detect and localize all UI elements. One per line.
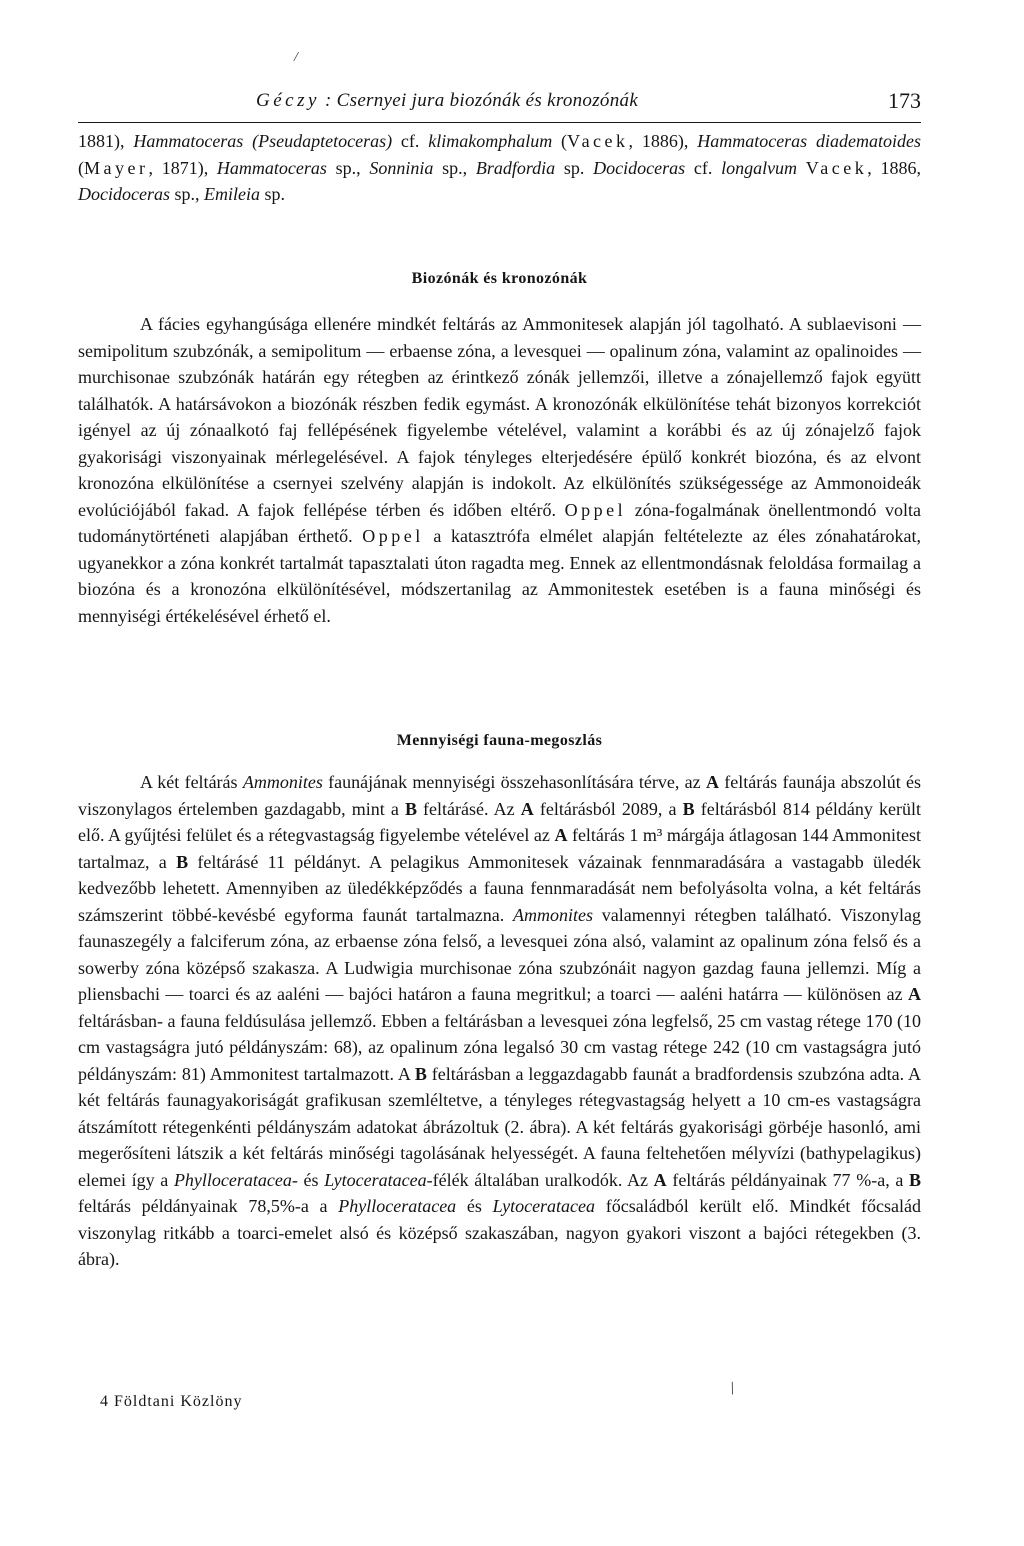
text-run: feltárásból 814 példány került elő. A gyűjtési felület és a rétegvastagság figyelembe vételével az [78, 798, 921, 845]
text-run: és [456, 1196, 493, 1216]
taxon-name: Hammatoceras [216, 157, 327, 178]
text-run: cf. [392, 131, 429, 151]
text-run: faunájának mennyiségi összehasonlítására térve, az [322, 772, 706, 792]
body-paragraph [78, 311, 921, 629]
signature-footer: 4 Földtani Közlöny [100, 1393, 243, 1410]
outcrop-label: A [653, 1169, 667, 1190]
running-header [78, 84, 921, 123]
outcrop-label: A [520, 798, 534, 819]
text-run: A fácies egyhangúsága ellenére mindkét feltárás az Ammonitesek alapján jól tagolható. A sublaevisoni — semipolitum szubzónák, a semipolitum — erbaense zóna, a levesquei — opalinum zóna, valamint az opalinoides — murchisonae szubzónák határán egy rétegben az érintkező zónák jellemzői, illetve a zónajellemző fajok együtt találhatók. A határsávokon a biozónák részben fedik egymást. A kronozónák elkülönítése tehát bizonyos korrekciót igényel az új zónaalkotó faj fellépésének figyelembe vételével, valamint a korábbi és az új zónajelző fajok gyakorisági viszonyainak mérlegelésével. A fajok tényleges elterjedésére épülő konkrét biozóna, és az elvont kronozóna elkülönítése a csernyei szelvény alapján is indokolt. Az elkülönítés szükségessége az Ammonoideák evolúciójából fakad. A fajok fellépése térben és időben eltérő. [78, 314, 921, 520]
text-run: feltárásé 11 példányt. A pelagikus Ammonitesek vázainak fennmaradására a vastagabb üledék kedvezőbb lehetett. Amennyiben az üledékképződés a fauna fennmaradását nem befolyásolta volna, a két feltárás számszerint többé-kevésbé egyforma faunát tartalmazna. [78, 851, 921, 925]
text-run: A két feltárás [140, 772, 243, 792]
taxon-name: Bradfordia [475, 157, 556, 178]
text-run: sp., [433, 157, 476, 178]
author-name: Vacek [567, 131, 629, 151]
intro-paragraph [78, 128, 921, 208]
text-run: feltárás példányainak 77 %-a, a [666, 1169, 909, 1190]
author-name: Géczy [256, 90, 320, 111]
taxon-name: Sonninia [369, 157, 434, 178]
text-run: főcsaládból került elő. Mindkét főcsalád viszonylag ritkább a toarci-emelet alsó és középső szakaszában, nagyon gyakori viszont a bajóci rétegekben (3. ábra). [78, 1196, 921, 1269]
page-number: 173 [888, 88, 921, 113]
text-run: sp. [260, 184, 286, 204]
text-run: sp. [555, 157, 594, 178]
taxon-name: Phylloceratacea- [173, 1169, 298, 1190]
text-run: 1881), [78, 131, 134, 151]
text-run: feltárásból 2089, a [533, 798, 683, 819]
taxon-name: Docidoceras [593, 157, 686, 178]
author-name: Vacek [805, 157, 868, 178]
text-run: zóna-fogalmának önellentmondó volta tudománytörténeti alapjában érthető. [78, 499, 921, 546]
section-heading-biozonak: Biozónák és kronozónák [411, 270, 588, 287]
outcrop-label: A [908, 984, 921, 1004]
taxon-name: Ammonites [513, 904, 594, 925]
text-run: és [297, 1169, 325, 1190]
title-text: : Csernyei jura biozónák és kronozónák [324, 90, 639, 111]
taxon-name: Ammonites [242, 772, 323, 792]
text-run: sp., [169, 184, 204, 204]
text-run: cf. [685, 157, 722, 178]
taxon-name: Phylloceratacea [338, 1196, 457, 1216]
section-heading-mennyisegi: Mennyiségi fauna-megoszlás [396, 732, 603, 749]
biozonak-section [78, 311, 921, 629]
taxon-list [78, 128, 921, 208]
text-run: ( [78, 157, 84, 178]
taxon-name: Hammatoceras diadematoides [697, 131, 922, 151]
taxon-name: Docidoceras [78, 184, 170, 204]
text-run: sp., [326, 157, 370, 178]
text-run: feltárás példányainak 78,5%-a a [78, 1196, 339, 1216]
text-run [797, 158, 806, 178]
body-paragraph [78, 769, 921, 1273]
text-run: feltárásé. Az [416, 798, 521, 819]
outcrop-label: B [909, 1169, 922, 1190]
text-run: -félék általában uralkodók. Az [426, 1169, 654, 1190]
mennyisegi-section [78, 769, 921, 1273]
taxon-name: Hammatoceras (Pseudaptetoceras) [133, 131, 393, 151]
text-run: , 1886, [867, 157, 922, 178]
text-run: feltárásban- a fauna feldúsulása jellemző. Ebben a feltárásban a levesquei zóna legfelső, 25 cm vastag rétege 170 (10 cm vastagságra jutó példányszám: 68), az opalinum zóna legalsó 30 cm vastag rétege 242 (10 cm vastagságra jutó példányszám: 81) Ammonitest tartalmazott. A [78, 1010, 921, 1084]
outcrop-label: B [414, 1063, 427, 1084]
outcrop-label: A [554, 825, 568, 845]
author-name: Oppel [564, 499, 627, 520]
text-run: feltárás 1 m³ márgája átlagosan 144 Ammonitest tartalmaz, a [78, 825, 921, 872]
taxon-name: Emileia [204, 184, 260, 204]
text-run: , 1871), [148, 157, 217, 178]
taxon-name: Lytoceratacea [492, 1196, 596, 1216]
stray-pen-mark: / [294, 50, 298, 65]
outcrop-label: B [682, 798, 695, 819]
author-name: Oppel [362, 526, 424, 546]
outcrop-label: A [705, 772, 719, 792]
taxon-name: Lytoceratacea [324, 1169, 427, 1190]
text-run: feltárásban a leggazdagabb faunát a bradfordensis szubzóna adta. A két feltárás faunagyakoriságát grafikusan szemléltetve, a tényleges rétegvastagság helyett a 10 cm-es vastagságra átszámított rétegenkénti példányszám adatokat ábrázoltuk (2. ábra). A két feltárás gyakorisági görbéje hasonló, ami megerősíteni látszik a két feltárás minőségi tagolásának helyességét. A fauna feltehetően mélyvízi (bathypelagikus) elemei így a [78, 1063, 922, 1190]
taxon-name: longalvum [721, 157, 798, 178]
outcrop-label: B [176, 851, 189, 872]
outcrop-label: B [404, 798, 417, 819]
text-run: valamennyi rétegben található. Viszonylag faunaszegély a falciferum zóna, az erbaense zóna felső, a levesquei zóna alsó, valamint az opalinum zóna felső és a sowerby zóna középső szakasza. A Ludwigia murchisonae zóna szubzónáit nagyon gazdag fauna jellemzi. Míg a pliensbachi — toarci és az aaléni — bajóci határon a fauna megritkul; a toarci — aaléni határra — különösen az [78, 904, 921, 1004]
text-run: , 1886), [628, 131, 698, 151]
taxon-name: klimakomphalum [428, 131, 553, 151]
text-run: feltárás faunája abszolút és viszonylagos értelemben gazdagabb, mint a [78, 772, 922, 819]
stray-pen-mark: / [726, 1377, 739, 1399]
text-run: ( [552, 131, 568, 151]
author-name: Mayer [84, 157, 149, 178]
text-run: a katasztrófa elmélet alapján feltételezte az éles zónahatárokat, ugyanekkor a zóna konkrét tartalmát tapasztalati úton ragadta meg. Ennek az ellentmondásnak feloldása formailag a biozóna és a kronozóna elkülönítésével, módszertanilag az Ammonitestek esetében is a fauna minőségi és mennyiségi értékelésével érhető el. [78, 526, 921, 626]
running-title [256, 90, 638, 112]
